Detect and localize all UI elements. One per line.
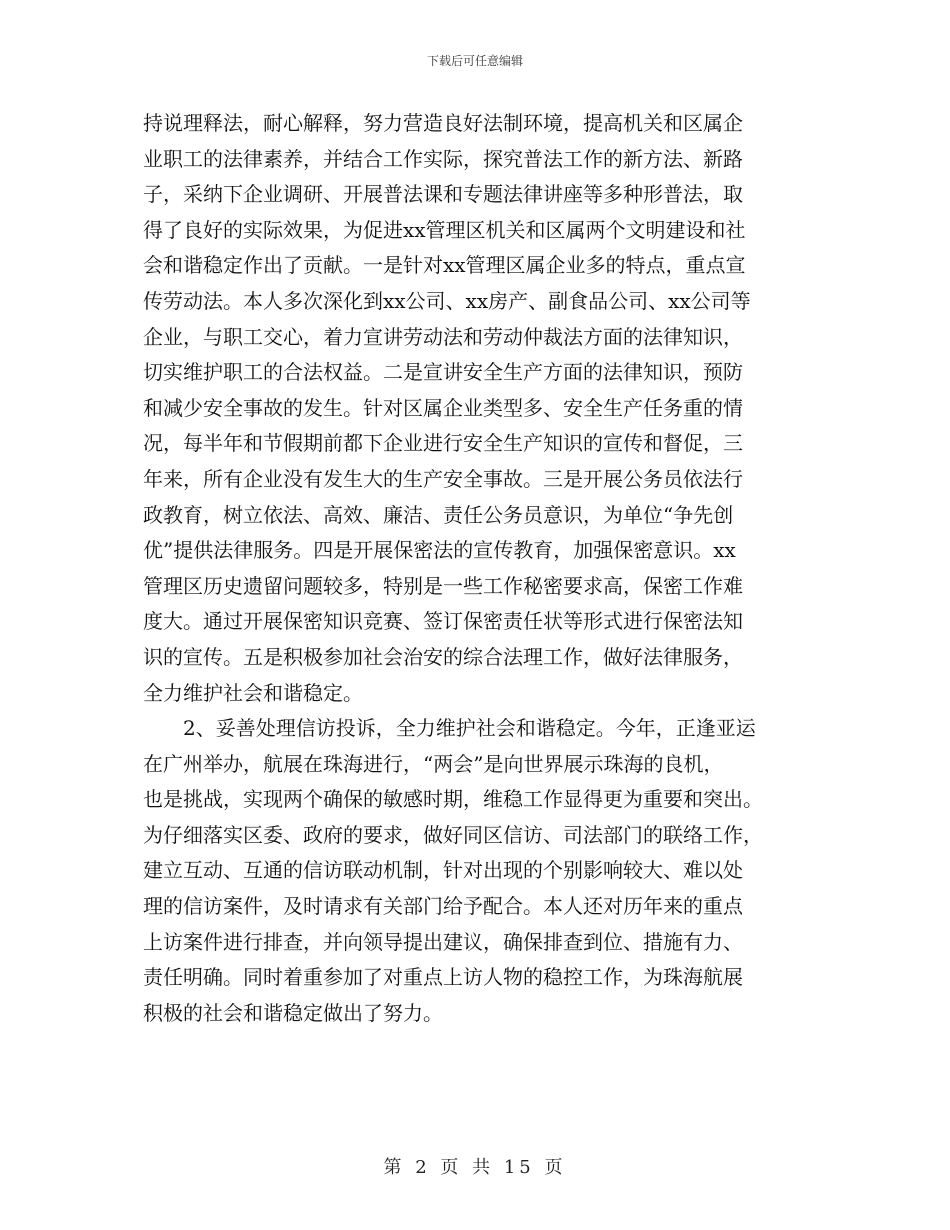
text-line: 年来，所有企业没有发生大的生产安全事故。三是开展公务员依法行 <box>143 466 743 491</box>
document-body <box>143 106 809 1031</box>
text-line: 也是挑战，实现两个确保的敏感时期，维稳工作显得更为重要和突出。 <box>143 787 763 812</box>
text-line: 政教育，树立依法、高效、廉洁、责任公务员意识，为单位“争先创 <box>143 502 734 527</box>
text-line: 理的信访案件，及时请求有关部门给予配合。本人还对历年来的重点 <box>143 894 743 919</box>
paragraph-2 <box>143 711 809 1031</box>
text-line: 切实维护职工的合法权益。二是宣讲安全生产方面的法律知识，预防 <box>143 360 743 385</box>
text-line: 识的宣传。五是积极参加社会治安的综合法理工作，做好法律服务， <box>143 644 743 669</box>
text-line: 况，每半年和节假期前都下企业进行安全生产知识的宣传和督促，三 <box>143 431 743 456</box>
text-line: 子，采纳下企业调研、开展普法课和专题法律讲座等多种形普法，取 <box>143 182 743 207</box>
text-line: 在广州举办，航展在珠海进行，“两会”是向世界展示珠海的良机， <box>143 751 724 776</box>
text-line: 管理区历史遗留问题较多，特别是一些工作秘密要求高，保密工作难 <box>143 573 743 598</box>
text-line: 上访案件进行排查，并向领导提出建议，确保排查到位、措施有力、 <box>143 929 743 954</box>
paragraph-1 <box>143 106 809 711</box>
text-line: 和减少安全事故的发生。针对区属企业类型多、安全生产任务重的情 <box>143 395 743 420</box>
page-number-footer: 第 2 页 共 15 页 <box>383 1157 567 1178</box>
text-line: 全力维护社会和谐稳定。 <box>143 680 363 705</box>
text-line: 度大。通过开展保密知识竞赛、签订保密责任状等形式进行保密法知 <box>143 609 743 634</box>
text-line: 责任明确。同时着重参加了对重点上访人物的稳控工作，为珠海航展 <box>143 965 743 990</box>
page-header: 下载后可任意编辑 <box>426 54 523 68</box>
text-line: 2、妥善处理信访投诉，全力维护社会和谐稳定。今年，正逢亚运 <box>183 716 756 741</box>
text-line: 持说理释法，耐心解释，努力营造良好法制环境，提高机关和区属企 <box>143 111 743 135</box>
text-line: 业职工的法律素养，并结合工作实际，探究普法工作的新方法、新路 <box>143 146 743 171</box>
text-line: 为仔细落实区委、政府的要求，做好同区信访、司法部门的联络工作， <box>143 822 763 847</box>
text-line: 优”提供法律服务。四是开展保密法的宣传教育，加强保密意识。xx <box>143 538 736 563</box>
text-line: 会和谐稳定作出了贡献。一是针对xx管理区属企业多的特点，重点宣 <box>143 253 746 278</box>
text-line: 企业，与职工交心，着力宣讲劳动法和劳动仲裁法方面的法律知识， <box>143 324 743 349</box>
text-line: 得了良好的实际效果，为促进xx管理区机关和区属两个文明建设和社 <box>143 217 746 242</box>
text-line: 建立互动、互通的信访联动机制，针对出现的个别影响较大、难以处 <box>143 858 743 883</box>
text-line: 积极的社会和谐稳定做出了努力。 <box>143 1000 443 1025</box>
text-line: 传劳动法。本人多次深化到xx公司、xx房产、副食品公司、xx公司等 <box>143 288 751 313</box>
